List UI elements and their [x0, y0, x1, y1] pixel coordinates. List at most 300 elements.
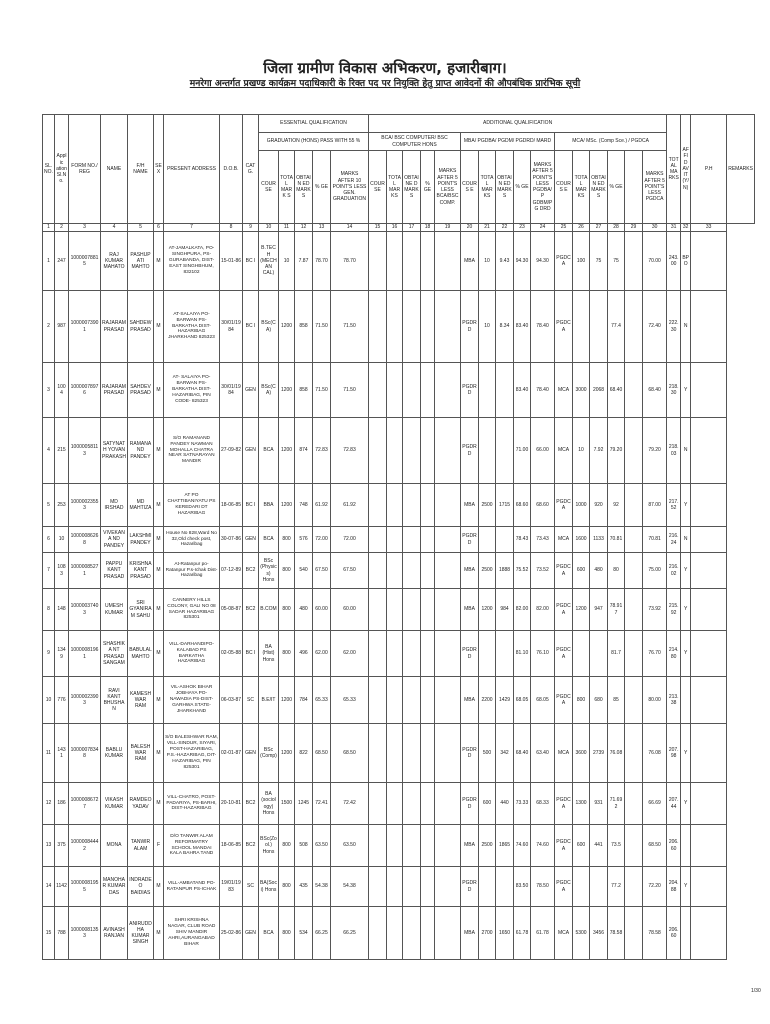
cell-total: 216.24 [667, 527, 681, 553]
cell-g-course: BSc (Physics) Hons [259, 553, 279, 589]
table-row [43, 418, 755, 484]
column-number: 16 [387, 224, 403, 232]
cell-c-pct: 78.58 [608, 907, 625, 960]
col-m-after: MARKS AFTER 5 POINT'S LESS PGDBA/P GDBM/PG DRD [531, 151, 555, 224]
cell-g-course: BCA [259, 527, 279, 553]
cell-g-total: 800 [279, 553, 295, 589]
cell-total: 217.52 [667, 484, 681, 527]
cell-app: 987 [55, 291, 69, 363]
cell-g-course: BA(Soci) Hons [259, 867, 279, 907]
cell-c-after: 68.50 [643, 825, 667, 867]
cell-c-course: PGDCA [555, 484, 573, 527]
cell-g-pct: 72.00 [313, 527, 331, 553]
cell-sl: 12 [43, 783, 55, 825]
cell-form: 10000086727 [69, 783, 101, 825]
cell-total: 222.30 [667, 291, 681, 363]
cell-c-pct: 85 [608, 677, 625, 724]
cell-aff: Y [681, 484, 691, 527]
cell-g-obt: 534 [295, 907, 313, 960]
column-number: 15 [369, 224, 387, 232]
column-number: 28 [608, 224, 625, 232]
cell-m-total [479, 527, 496, 553]
cell-aff: Y [681, 553, 691, 589]
col-sl: SL. NO. [43, 115, 55, 224]
cell-ph [691, 484, 727, 527]
cell-m-course: MBA [461, 677, 479, 724]
cell-addr: CANNERY HILLS COLONY, GALI NO 08 SADAR HAZARIBAG 825301 [164, 589, 220, 631]
header-essential: ESSENTIAL QUALIFICATION [259, 115, 369, 133]
col-c-obtained: OBTAIN ED MARKS [590, 151, 608, 224]
cell-m-obt: 1715 [496, 484, 514, 527]
col-ph: P.H [691, 115, 727, 224]
cell-m-obt: 1429 [496, 677, 514, 724]
cell-sl: 2 [43, 291, 55, 363]
cell-sex: M [154, 724, 164, 783]
cell-cat: GEN [243, 724, 259, 783]
table-row [43, 867, 755, 907]
cell-b-pct [421, 589, 435, 631]
cell-sex: M [154, 783, 164, 825]
cell-b-after [435, 484, 461, 527]
table-row [43, 484, 755, 527]
cell-b-total [387, 484, 403, 527]
cell-addr: D/O TANWIR ALAM REFORMATRY SCHOOL MANDAI KALA BAHRA TAND [164, 825, 220, 867]
cell-m-total: 600 [479, 783, 496, 825]
applicant-table [42, 114, 755, 960]
cell-m-course: MBA [461, 232, 479, 291]
cell-g-total: 1200 [279, 724, 295, 783]
cell-c-pct: 70.81 [608, 527, 625, 553]
cell-b-pct [421, 783, 435, 825]
column-number: 13 [313, 224, 331, 232]
cell-g-obt: 7.87 [295, 232, 313, 291]
cell-fname: BALESHWAR RAM [128, 724, 154, 783]
cell-sex: M [154, 631, 164, 677]
cell-g-after: 68.50 [331, 724, 369, 783]
column-number: 25 [555, 224, 573, 232]
cell-sex: M [154, 232, 164, 291]
cell-c-pct: 68.40 [608, 363, 625, 418]
cell-sex: F [154, 825, 164, 867]
cell-c-total [573, 631, 590, 677]
cell-m-after: 63.40 [531, 724, 555, 783]
col-b-total: TOTAL MARKS [387, 151, 403, 224]
cell-app: 1431 [55, 724, 69, 783]
cell-m-after: 68.60 [531, 484, 555, 527]
cell-c-after: 70.81 [643, 527, 667, 553]
cell-g-obt: 508 [295, 825, 313, 867]
cell-sex: M [154, 291, 164, 363]
cell-empty [625, 724, 643, 783]
cell-sex: M [154, 867, 164, 907]
cell-c-total: 800 [573, 677, 590, 724]
cell-c-course: MCA [555, 527, 573, 553]
cell-m-pct: 71.00 [514, 418, 531, 484]
cell-m-pct: 74.60 [514, 825, 531, 867]
cell-c-pct: 73.5 [608, 825, 625, 867]
cell-dob: 19/01/1983 [220, 867, 243, 907]
cell-g-after: 72.00 [331, 527, 369, 553]
col-total: TOTAL MARKS [667, 115, 681, 224]
cell-g-obt: 822 [295, 724, 313, 783]
cell-m-course: PGDRD [461, 724, 479, 783]
cell-b-pct [421, 484, 435, 527]
cell-form: 10000073901 [69, 291, 101, 363]
cell-addr: AT- SALAIYA PO-BARWAN PS-BARKATHA DIST-HAZARIBAG, PIN CODE- 825323 [164, 363, 220, 418]
cell-m-pct: 94.30 [514, 232, 531, 291]
cell-g-pct: 60.00 [313, 589, 331, 631]
cell-m-total [479, 631, 496, 677]
cell-app: 253 [55, 484, 69, 527]
cell-m-obt [496, 527, 514, 553]
cell-m-after: 94.30 [531, 232, 555, 291]
cell-g-total: 800 [279, 589, 295, 631]
cell-m-pct: 75.52 [514, 553, 531, 589]
cell-m-total [479, 867, 496, 907]
cell-addr: VILL-CHATRO, POST-PADARIYA, PS-BARHI, DIST-HAZARIBAG [164, 783, 220, 825]
cell-sl: 8 [43, 589, 55, 631]
cell-c-pct: 77.4 [608, 291, 625, 363]
cell-g-total: 1200 [279, 677, 295, 724]
cell-b-pct [421, 825, 435, 867]
cell-c-pct: 80 [608, 553, 625, 589]
cell-g-total: 800 [279, 825, 295, 867]
cell-g-total: 800 [279, 527, 295, 553]
cell-g-obt: 480 [295, 589, 313, 631]
cell-b-course [369, 867, 387, 907]
cell-m-total: 1200 [479, 589, 496, 631]
cell-sl: 3 [43, 363, 55, 418]
cell-b-pct [421, 553, 435, 589]
cell-fname: RAMDEO YADAV [128, 783, 154, 825]
cell-app: 788 [55, 907, 69, 960]
cell-g-obt: 858 [295, 363, 313, 418]
cell-fname: INDRADEO BAIDIAS [128, 867, 154, 907]
cell-b-pct [421, 232, 435, 291]
cell-m-pct: 73.33 [514, 783, 531, 825]
cell-sex: M [154, 677, 164, 724]
col-fname: F/H NAME [128, 115, 154, 224]
cell-g-pct: 67.50 [313, 553, 331, 589]
cell-b-obt [403, 907, 421, 960]
cell-g-course: BSc(CA) [259, 291, 279, 363]
cell-m-course: PGDRD [461, 291, 479, 363]
cell-addr: VILL-DARHANDIPO-KALABAD PS BARKATHA HAZARIBAG [164, 631, 220, 677]
cell-empty [625, 867, 643, 907]
col-b-obtained: OBTAINE D MARKS [403, 151, 421, 224]
cell-b-total [387, 527, 403, 553]
cell-addr: AT-JAMALKATA, PO-SINGHPURA, PS-GURABANDA, DIST-EAST SINGHBHUM, 832102 [164, 232, 220, 291]
cell-sex: M [154, 484, 164, 527]
cell-total: 243.00 [667, 232, 681, 291]
cell-name: RAVI KANT BHUSHAN [101, 677, 128, 724]
cell-g-total: 800 [279, 631, 295, 677]
column-number: 30 [643, 224, 667, 232]
cell-m-pct: 83.50 [514, 867, 531, 907]
cell-c-obt [590, 631, 608, 677]
cell-addr: SHRI KRISHNA NAGAR, CLUB ROAD SHIV MANDIR AHRI,AURANGABAD BIHAR [164, 907, 220, 960]
cell-addr: AT PO CHATTIBANIYATU PS KEREDARI DT HAZARIBAG [164, 484, 220, 527]
cell-g-obt: 784 [295, 677, 313, 724]
cell-form: 10000023553 [69, 484, 101, 527]
cell-g-after: 61.92 [331, 484, 369, 527]
col-g-obtained: OBTAIN ED MARKS [295, 151, 313, 224]
cell-c-course: PGDCA [555, 631, 573, 677]
cell-empty [625, 232, 643, 291]
cell-addr: S/O RAMANAND PANDEY NAWMAN MOHALLA CHATRA NEAR SATNARAYAN MANDIR [164, 418, 220, 484]
cell-dob: 05-08-87 [220, 589, 243, 631]
cell-name: RAJARAM PRASAD [101, 291, 128, 363]
cell-c-total: 3600 [573, 724, 590, 783]
cell-c-after: 73.92 [643, 589, 667, 631]
col-dob: D.O.B. [220, 115, 243, 224]
table-row [43, 783, 755, 825]
cell-form: 10000084442 [69, 825, 101, 867]
cell-cat: BC2 [243, 783, 259, 825]
cell-cat: BC I [243, 484, 259, 527]
cell-empty [625, 589, 643, 631]
cell-g-pct: 65.33 [313, 677, 331, 724]
cell-m-after: 73.43 [531, 527, 555, 553]
cell-name: SATYNATH YOVAN PRAKASH [101, 418, 128, 484]
cell-dob: 18-06-85 [220, 484, 243, 527]
cell-m-course: MBA [461, 484, 479, 527]
cell-c-total: 100 [573, 232, 590, 291]
cell-g-course: BA (Hist) Hons [259, 631, 279, 677]
col-c-pct-dup [625, 151, 643, 224]
cell-g-after: 65.33 [331, 677, 369, 724]
cell-g-pct: 71.50 [313, 291, 331, 363]
cell-b-course [369, 232, 387, 291]
cell-m-obt: 9.43 [496, 232, 514, 291]
cell-fname: KAMESHWAR RAM [128, 677, 154, 724]
cell-b-total [387, 232, 403, 291]
column-number: 11 [279, 224, 295, 232]
cell-sl: 4 [43, 418, 55, 484]
cell-m-after: 76.10 [531, 631, 555, 677]
cell-m-after: 73.52 [531, 553, 555, 589]
cell-fname: MD MAHTIZA [128, 484, 154, 527]
cell-g-after: 63.50 [331, 825, 369, 867]
cell-cat: GEN [243, 363, 259, 418]
column-number-row [43, 224, 755, 232]
cell-name: MD IRSHAD [101, 484, 128, 527]
cell-b-total [387, 677, 403, 724]
cell-c-pct: 78.917 [608, 589, 625, 631]
cell-name: MANOHAR KUMAR DAS [101, 867, 128, 907]
cell-name: PAPPU KANT PRASAD [101, 553, 128, 589]
cell-form: 10000078348 [69, 724, 101, 783]
cell-sl: 13 [43, 825, 55, 867]
column-number: 23 [514, 224, 531, 232]
cell-b-obt [403, 867, 421, 907]
cell-ph [691, 527, 727, 553]
cell-g-course: BCA [259, 418, 279, 484]
cell-name: MONA [101, 825, 128, 867]
cell-cat: BC I [243, 232, 259, 291]
cell-app: 776 [55, 677, 69, 724]
cell-g-pct: 62.00 [313, 631, 331, 677]
cell-g-obt: 1245 [295, 783, 313, 825]
cell-m-course: MBA [461, 553, 479, 589]
cell-app: 1083 [55, 553, 69, 589]
cell-ph [691, 363, 727, 418]
cell-total: 207.98 [667, 724, 681, 783]
cell-b-pct [421, 907, 435, 960]
cell-g-course: BA (sociology) Hons [259, 783, 279, 825]
cell-m-obt: 984 [496, 589, 514, 631]
cell-aff: Y [681, 724, 691, 783]
cell-b-course [369, 825, 387, 867]
column-number: 19 [435, 224, 461, 232]
cell-m-after: 68.33 [531, 783, 555, 825]
cell-b-total [387, 724, 403, 783]
cell-app: 1142 [55, 867, 69, 907]
cell-aff: Y [681, 783, 691, 825]
cell-fname: SAHDEW PRASAD [128, 291, 154, 363]
cell-app: 247 [55, 232, 69, 291]
cell-b-total [387, 783, 403, 825]
table-row [43, 631, 755, 677]
cell-g-course: B.E/IT [259, 677, 279, 724]
cell-c-pct: 76.08 [608, 724, 625, 783]
cell-m-course: PGDRD [461, 418, 479, 484]
cell-b-obt [403, 527, 421, 553]
cell-c-after: 75.00 [643, 553, 667, 589]
col-m-obtained: OBTAIN ED MARKS [496, 151, 514, 224]
cell-b-course [369, 589, 387, 631]
cell-m-obt: 1865 [496, 825, 514, 867]
cell-b-after [435, 232, 461, 291]
cell-m-obt: 342 [496, 724, 514, 783]
cell-c-pct: 75 [608, 232, 625, 291]
cell-m-total: 500 [479, 724, 496, 783]
cell-m-obt: 8.34 [496, 291, 514, 363]
cell-c-after: 79.20 [643, 418, 667, 484]
cell-aff [681, 907, 691, 960]
cell-g-pct: 72.41 [313, 783, 331, 825]
cell-b-total [387, 291, 403, 363]
cell-cat: BC I [243, 631, 259, 677]
table-row [43, 724, 755, 783]
cell-form: 10000086268 [69, 527, 101, 553]
cell-m-total: 2500 [479, 553, 496, 589]
cell-m-after: 78.40 [531, 363, 555, 418]
cell-c-after: 70.00 [643, 232, 667, 291]
cell-sl: 6 [43, 527, 55, 553]
cell-c-total: 3000 [573, 363, 590, 418]
header-additional: ADDITIONAL QUALIFICATION [369, 115, 667, 133]
cell-form: 10000081955 [69, 867, 101, 907]
cell-c-obt [590, 867, 608, 907]
cell-c-pct: 92 [608, 484, 625, 527]
cell-fname: ANIRUDDHA KUMAR SINGH [128, 907, 154, 960]
cell-m-after: 68.05 [531, 677, 555, 724]
cell-g-pct: 78.70 [313, 232, 331, 291]
cell-m-course: MBA [461, 907, 479, 960]
column-number: 14 [331, 224, 369, 232]
cell-m-total: 2700 [479, 907, 496, 960]
cell-g-obt: 874 [295, 418, 313, 484]
cell-c-obt: 680 [590, 677, 608, 724]
cell-cat: BC2 [243, 553, 259, 589]
cell-sl: 5 [43, 484, 55, 527]
cell-c-pct: 77.2 [608, 867, 625, 907]
cell-form: 10000081353 [69, 907, 101, 960]
cell-dob: 30/01/1984 [220, 291, 243, 363]
page-title: जिला ग्रामीण विकास अभिकरण, हजारीबाग। [263, 59, 507, 77]
cell-g-after: 71.50 [331, 291, 369, 363]
cell-total: 216.02 [667, 553, 681, 589]
cell-c-course: PGDCA [555, 232, 573, 291]
column-number: 21 [479, 224, 496, 232]
cell-c-obt: 920 [590, 484, 608, 527]
cell-b-course [369, 418, 387, 484]
cell-empty [625, 825, 643, 867]
page-subtitle: मनरेगा अन्तर्गत प्रखण्ड कार्यक्रम पदाधिकारी के रिक्त पद पर नियुक्ति हेतु प्राप्त आवेदनों की औपबंधिक प्रारंभिक सूची [189, 78, 581, 89]
cell-app: 1349 [55, 631, 69, 677]
col-b-course: COURSE [369, 151, 387, 224]
cell-g-after: 72.83 [331, 418, 369, 484]
cell-b-total [387, 363, 403, 418]
cell-ph [691, 553, 727, 589]
col-b-pct: % GE [421, 151, 435, 224]
cell-sl: 1 [43, 232, 55, 291]
cell-b-course [369, 553, 387, 589]
cell-c-course: PGDCA [555, 825, 573, 867]
cell-c-obt: 480 [590, 553, 608, 589]
cell-g-pct: 68.50 [313, 724, 331, 783]
cell-g-course: BBA [259, 484, 279, 527]
cell-b-course [369, 484, 387, 527]
cell-name: UMESH KUMAR [101, 589, 128, 631]
cell-g-course: B.COM [259, 589, 279, 631]
cell-g-after: 72.42 [331, 783, 369, 825]
cell-b-total [387, 907, 403, 960]
cell-c-after: 80.00 [643, 677, 667, 724]
cell-c-pct: 79.20 [608, 418, 625, 484]
cell-c-pct: 71.692 [608, 783, 625, 825]
cell-c-after: 72.40 [643, 291, 667, 363]
cell-b-pct [421, 418, 435, 484]
cell-m-total: 10 [479, 232, 496, 291]
col-name: NAME [101, 115, 128, 224]
cell-sex: M [154, 553, 164, 589]
cell-g-course: BSc(Zool.) Hons [259, 825, 279, 867]
cell-sl: 7 [43, 553, 55, 589]
col-g-total: TOTAL MARK S [279, 151, 295, 224]
cell-total: 206.60 [667, 825, 681, 867]
cell-g-after: 67.50 [331, 553, 369, 589]
cell-g-total: 1500 [279, 783, 295, 825]
cell-c-course: PGDCA [555, 291, 573, 363]
cell-b-obt [403, 418, 421, 484]
col-form: FORM NO./ REG [69, 115, 101, 224]
cell-m-after: 78.40 [531, 291, 555, 363]
cell-m-pct: 68.05 [514, 677, 531, 724]
cell-cat: SC [243, 867, 259, 907]
cell-c-course: PGDCA [555, 677, 573, 724]
cell-g-total: 800 [279, 907, 295, 960]
cell-b-after [435, 631, 461, 677]
cell-c-total: 1300 [573, 783, 590, 825]
column-number: 24 [531, 224, 555, 232]
cell-m-obt: 1888 [496, 553, 514, 589]
cell-app: 1004 [55, 363, 69, 418]
cell-app: 10 [55, 527, 69, 553]
col-remarks: REMARKS [727, 115, 755, 224]
cell-g-after: 54.38 [331, 867, 369, 907]
